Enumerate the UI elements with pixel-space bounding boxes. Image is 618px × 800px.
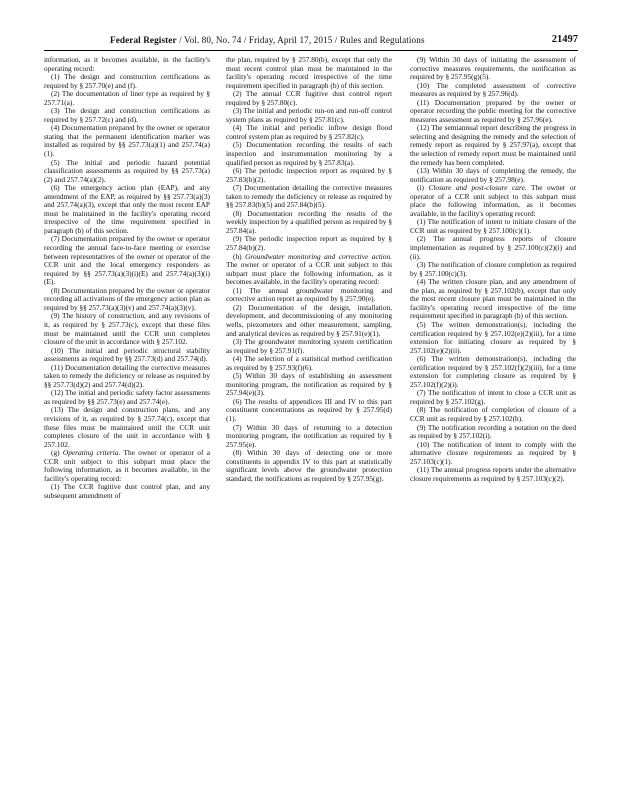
paragraph: (4) The written closure plan, and any amendment of the plan, as required by § 257.102(b), except that only the most recent closure plan must be maintained in the facility's operating record irrespective of the time requirement specified in paragraph (b) of this section. xyxy=(410,277,576,321)
paragraph: (1) The design and construction certifications as required by § 257.70(e) and (f). xyxy=(44,72,210,90)
paragraph: (1) The notification of intent to initiate closure of the CCR unit as required by § 257.100(c)(1). xyxy=(410,217,576,235)
paragraph: (6) The results of appendices III and IV to this part constituent concentrations as required by § 257.95(d)(1). xyxy=(226,396,392,423)
column-1 xyxy=(44,56,210,756)
paragraph: (5) Documentation recording the results of each inspection and instrumentation monitoring by a qualified person as required by § 257.83(a). xyxy=(226,140,392,167)
paragraph: (7) Within 30 days of returning to a detection monitoring program, the notification as required by § 257.95(e). xyxy=(226,422,392,449)
paragraph: (8) The notification of completion of closure of a CCR unit as required by § 257.102(h). xyxy=(410,405,576,423)
page-number: 21497 xyxy=(551,34,578,45)
paragraph: (1) The annual groundwater monitoring and corrective action report as required by § 257.90(e). xyxy=(226,285,392,304)
body-text xyxy=(44,56,578,756)
paragraph: (3) The notification of closure completion as required by § 257.100(c)(3). xyxy=(410,260,576,278)
paragraph: (2) The documentation of liner type as required by § 257.71(a). xyxy=(44,89,210,107)
paragraph: (12) The initial and periodic safety factor assessments as required by §§ 257.73(e) and 257.74(e). xyxy=(44,388,210,406)
paragraph: (4) The selection of a statistical method certification as required by § 257.93(f)(6). xyxy=(226,354,392,372)
journal-name: Federal Register xyxy=(110,35,177,45)
paragraph: information, as it becomes available, in the facility's operating record: xyxy=(44,56,210,73)
paragraph: (7) Documentation detailing the corrective measures taken to remedy the deficiency or release as required by §§ 257.83(b)(5) and 257.84(b)(5). xyxy=(226,183,392,210)
paragraph: (9) The history of construction, and any revisions of it, as required by § 257.73(c), except that these files must be maintained until the CCR unit completes closure of the unit in accordance with § 257.102. xyxy=(44,311,210,347)
paragraph: (13) Within 30 days of completing the remedy, the notification as required by § 257.98(e). xyxy=(410,166,576,184)
column-3 xyxy=(410,56,576,756)
paragraph: (4) Documentation prepared by the owner or operator stating that the permanent identification marker was installed as required by §§ 257.73(a)(1) and 257.74(a)(1). xyxy=(44,123,210,159)
paragraph: (8) Documentation recording the results of the weekly inspection by a qualified person as required by § 257.84(a). xyxy=(226,208,392,235)
paragraph: (h) Groundwater monitoring and corrective action. The owner or operator of a CCR unit subject to this subpart must place the following information, as it becomes available, in the facility's operating record: xyxy=(226,251,392,287)
paragraph: (2) The annual CCR fugitive dust control report required by § 257.80(c). xyxy=(226,89,392,107)
paragraph: (3) The initial and periodic run-on and run-off control system plans as required by § 257.81(c). xyxy=(226,106,392,124)
column-2 xyxy=(226,56,392,756)
paragraph: (6) The written demonstration(s), including the certification required by § 257.102(f)(2)(iii), for a time extension for completing closure as required by § 257.102(f)(2)(i). xyxy=(410,354,576,389)
paragraph: (3) The groundwater monitoring system certification as required by § 257.91(f). xyxy=(226,337,392,355)
paragraph: (8) Within 30 days of detecting one or more constituents in appendix IV to this part at statistically significant levels above the groundwater protection standard, the notifications as required by § 257.95(g). xyxy=(226,448,392,483)
paragraph: (7) Documentation prepared by the owner or operator recording the annual face-to-face meeting or exercise between representatives of the owner or operator of the CCR unit and the local emergency responders as required by §§ 257.73(a)(3)(i)(E) and 257.74(a)(3)(i)(E). xyxy=(44,234,210,287)
paragraph: (7) The notification of intent to close a CCR unit as required by § 257.102(g). xyxy=(410,388,576,406)
paragraph: the plan, required by § 257.80(b), except that only the most recent control plan must be maintained in the facility's operating record irrespective of the time requirement specified in paragraph (b) of this section. xyxy=(226,56,392,90)
paragraph: (g) Operating criteria. The owner or operator of a CCR unit subject to this subpart must place the following information, as it becomes available, in the facility's operating record: xyxy=(44,448,210,483)
paragraph: (11) Documentation prepared by the owner or operator recording the public meeting for the corrective measures assessment as required by § 257.96(e). xyxy=(410,97,576,124)
paragraph: (6) The emergency action plan (EAP), and any amendment of the EAP, as required by §§ 257.73(a)(3) and 257.74(a)(3), except that only the most recent EAP must be maintained in the facility's operating record irrespective of the time requirement specified in paragraph (b) of this section. xyxy=(44,183,210,235)
issue-line: / Vol. 80, No. 74 / Friday, April 17, 2015 / Rules and Regulations xyxy=(179,35,425,45)
paragraph: (5) Within 30 days of establishing an assessment monitoring program, the notification as required by § 257.94(e)(3). xyxy=(226,371,392,398)
paragraph: (13) The design and construction plans, and any revisions of it, as required by § 257.74(c), except that these files must be maintained until the CCR unit completes closure of the unit in accordance with § 257.102. xyxy=(44,405,210,449)
paragraph: (10) The initial and periodic structural stability assessments as required by §§ 257.73(d) and 257.74(d). xyxy=(44,345,210,364)
paragraph: (6) The periodic inspection report as required by § 257.83(b)(2). xyxy=(226,166,392,184)
paragraph: (9) The notification recording a notation on the deed as required by § 257.102(i). xyxy=(410,422,576,441)
paragraph: (5) The initial and periodic hazard potential classification assessments as required by §§ 257.73(a)(2) and 257.74(a)(2). xyxy=(44,157,210,184)
paragraph: (i) Closure and post-closure care. The owner or operator of a CCR unit subject to this subpart must place the following information, as it becomes available, in the facility's operating record: xyxy=(410,183,576,218)
paragraph: (4) The initial and periodic inflow design flood control system plan as required by § 257.82(c). xyxy=(226,123,392,141)
paragraph: (10) The completed assessment of corrective measures as required by § 257.96(d). xyxy=(410,80,576,99)
paragraph: (12) The semiannual report describing the progress in selecting and designing the remedy and the selection of remedy report as required by § 257.97(a), except that the selection of remedy report must be maintained until the remedy has been completed. xyxy=(410,123,576,167)
running-head xyxy=(110,35,425,45)
paragraph: (3) The design and construction certifications as required by § 257.72(c) and (d). xyxy=(44,106,210,124)
paragraph: (9) The periodic inspection report as required by § 257.84(b)(2). xyxy=(226,234,392,253)
paragraph: (8) Documentation prepared by the owner or operator recording all activations of the emergency action plan as required by §§ 257.73(a)(3)(v) and 257.74(a)(3)(v). xyxy=(44,285,210,312)
paragraph: (9) Within 30 days of initiating the assessment of corrective measures requirements, the notification as required by § 257.95(g)(5). xyxy=(410,56,576,82)
paragraph: (1) The CCR fugitive dust control plan, and any subsequent amendment of xyxy=(44,482,210,500)
paragraph: (2) The annual progress reports of closure implementation as required by § 257.100(c)(2)(i) and (ii). xyxy=(410,234,576,261)
paragraph: (2) Documentation of the design, installation, development, and decommissioning of any monitoring wells, piezometers and other measurement, sampling, and analytical devices as required by § 257.91(e)(1). xyxy=(226,302,392,338)
paragraph: (11) Documentation detailing the corrective measures taken to remedy the deficiency or release as required by §§ 257.73(d)(2) and 257.74(d)(2). xyxy=(44,362,210,389)
paragraph: (11) The annual progress reports under the alternative closure requirements as required by § 257.103(c)(2). xyxy=(410,465,576,483)
paragraph: (5) The written demonstration(s), including the certification required by § 257.102(e)(2)(iii), for a time extension for initiating closure as required by § 257.102(e)(2)(ii). xyxy=(410,319,576,355)
page-header xyxy=(44,34,578,51)
paragraph: (10) The notification of intent to comply with the alternative closure requirements as required by § 257.103(c)(1). xyxy=(410,439,576,466)
